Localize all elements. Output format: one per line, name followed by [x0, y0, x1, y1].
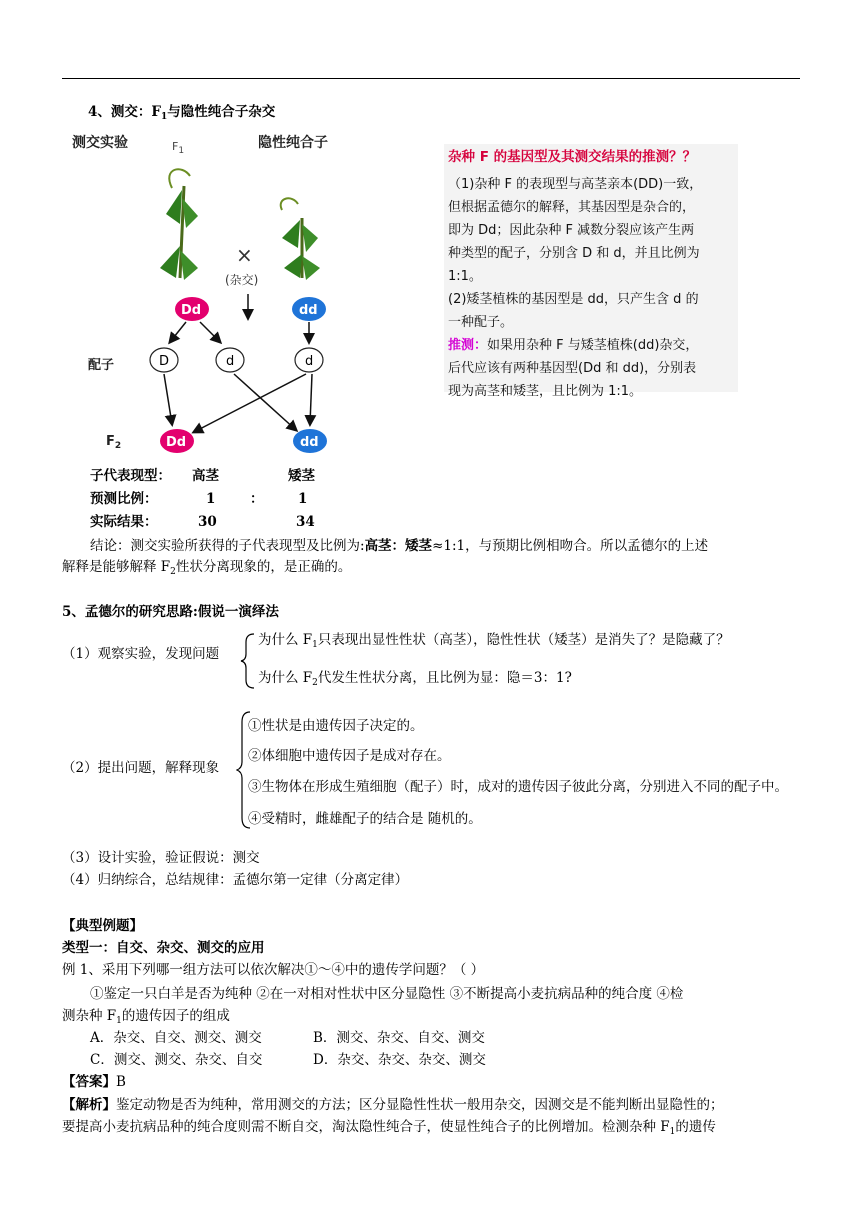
inference-p2-line2: 一种配子。: [448, 315, 514, 330]
conclusion-line1: 结论：测交实验所获得的子代表现型及比例为:高茎：矮茎≈1:1，与预期比例相吻合。所以孟德尔的上述: [90, 538, 709, 554]
row-actual-label: 实际结果：: [90, 514, 158, 530]
examples-type1: 类型一：自交、杂交、测交的应用: [62, 940, 265, 956]
row-actual-a: 30: [198, 514, 217, 530]
analysis-line2: 要提高小麦抗病品种的纯合度则需不断自交，淘汰隐性纯合子，使显性纯合子的比例增加。检测杂种 $F_1$的遗传: [62, 1119, 716, 1137]
option-b: B．测交、杂交、自交、测交: [313, 1030, 485, 1046]
row-predicted-a: 1: [206, 491, 216, 507]
step1-question1: 为什么 $F_1$只表现出显性性状（高茎），隐性性状（矮茎）是消失了？是隐藏了？: [258, 632, 730, 650]
analysis-line1: 【解析】鉴定动物是否为纯种，常用测交的方法；区分显隐性性状一般用杂交，因测交是不能判断出显隐性的；: [62, 1097, 724, 1113]
step2-item1: ①性状是由遗传因子决定的。: [248, 718, 424, 734]
step4: （4）归纳综合，总结规律：孟德尔第一定律（分离定律）: [62, 872, 409, 888]
gamete-d2-text: d: [305, 354, 314, 369]
step2-item3: ③生物体在形成生殖细胞（配子）时，成对的遗传因子彼此分离，分别进入不同的配子中。: [248, 779, 788, 795]
label-gamete: 配子: [88, 358, 115, 373]
inference-p3-line3: 现为高茎和矮茎，且比例为 1:1。: [448, 384, 643, 399]
label-testcross-experiment: 测交实验: [72, 135, 128, 151]
parent-Dd-text: Dd: [181, 303, 202, 318]
inference-p1-line1: （1)杂种 F 的表现型与高茎亲本(DD)一致，: [448, 177, 703, 192]
inference-box: [444, 144, 738, 399]
example1-question: 例 1、采用下列哪一组方法可以依次解决①～④中的遗传学问题？（ ）: [62, 962, 485, 978]
step1-brace: [240, 632, 256, 690]
row-phenotype-tall: 高茎: [192, 468, 219, 484]
cross-diagram-graphic: [62, 128, 442, 468]
inference-p3-line2: 后代应该有两种基因型(Dd 和 dd)，分别表: [448, 361, 697, 376]
short-plant-icon: [281, 198, 320, 280]
inference-p1-line4: 种类型的配子，分别含 D 和 d，并且比例为: [448, 246, 700, 261]
label-f2: $F_2$: [106, 434, 122, 451]
option-d: D．杂交、杂交、杂交、测交: [313, 1052, 486, 1068]
section-4-title: 4、测交：$F_1$与隐性纯合子杂交: [88, 104, 276, 122]
example1-items-line1: ①鉴定一只白羊是否为纯种 ②在一对相对性状中区分显隐性 ③不断提高小麦抗病品种的纯合度 ④检: [90, 986, 684, 1002]
parent-dd-text: dd: [299, 303, 318, 318]
inference-p1-line3: 即为 Dd；因此杂种 F 减数分裂应该产生两: [448, 223, 695, 238]
option-a: A．杂交、自交、测交、测交: [90, 1030, 262, 1046]
row-predicted-label: 预测比例：: [90, 491, 158, 507]
inference-p2-line1: (2)矮茎植株的基因型是 dd，只产生含 d 的: [448, 292, 699, 307]
inference-p3-line1: 推测：如果用杂种 F 与矮茎植株(dd)杂交，: [448, 338, 699, 353]
offspring-dd-text: dd: [300, 435, 319, 450]
label-f1: $F_1$: [172, 140, 185, 156]
gamete-D-text: D: [159, 354, 170, 369]
gamete-d1-text: d: [226, 354, 235, 369]
conclusion-line2: 解释是能够解释 $F_2$性状分离现象的，是正确的。: [62, 559, 352, 577]
inference-title: 杂种 F 的基因型及其测交结果的推测？？: [448, 149, 697, 165]
row-phenotype-short: 矮茎: [288, 468, 315, 484]
row-actual-b: 34: [296, 514, 315, 530]
step2-item2: ②体细胞中遗传因子是成对存在。: [248, 748, 451, 764]
section-5-title: 5、孟德尔的研究思路:假说一演绎法: [62, 604, 279, 620]
inference-p1-line2: 但根据孟德尔的解释，其基因型是杂合的，: [448, 200, 696, 215]
option-c: C．测交、测交、杂交、自交: [90, 1052, 263, 1068]
header-rule: [62, 78, 800, 79]
label-recessive-homozygote: 隐性纯合子: [258, 135, 328, 151]
cross-symbol: ×: [236, 243, 253, 267]
row-phenotype-label: 子代表现型：: [90, 468, 171, 484]
step3: （3）设计实验，验证假说：测交: [62, 850, 260, 866]
row-predicted-colon: ：: [250, 491, 264, 507]
offspring-Dd-text: Dd: [166, 435, 187, 450]
cross-text: (杂交): [225, 273, 259, 287]
testcross-diagram: [62, 128, 442, 468]
examples-heading: 【典型例题】: [62, 918, 143, 934]
tall-plant-icon: [160, 169, 198, 280]
answer: 【答案】B: [62, 1074, 126, 1090]
inference-p1-line5: 1:1。: [448, 269, 482, 284]
step2-item4: ④受精时，雌雄配子的结合是 随机的。: [248, 811, 482, 827]
step1-label: （1）观察实验，发现问题: [62, 646, 220, 662]
row-predicted-b: 1: [298, 491, 308, 507]
example1-items-line2: 测杂种 $F_1$的遗传因子的组成: [62, 1008, 230, 1026]
step1-question2: 为什么 $F_2$代发生性状分离，且比例为显：隐＝3：1?: [258, 670, 572, 688]
step2-label: （2）提出问题，解释现象: [62, 760, 220, 776]
